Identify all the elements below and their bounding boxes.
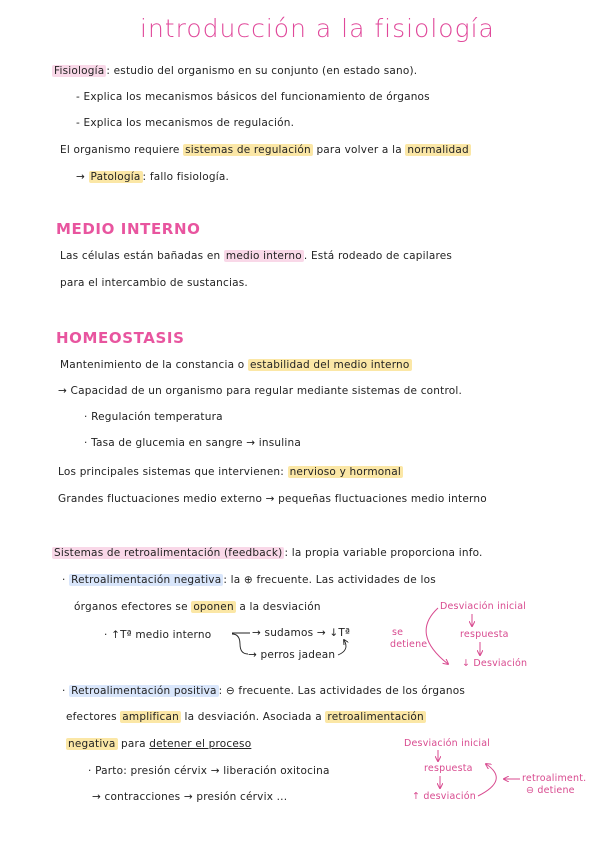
neg-diagram-top: Desviación inicial (440, 601, 527, 612)
arrow-icon: → (76, 171, 85, 183)
positive-feedback-line-1: · Retroalimentación positiva : ⊖ frecuente. Las actividades de los órganos (62, 685, 465, 697)
pos-diagram-side-1: retroaliment. (522, 773, 587, 784)
pos-diagram-mid: respuesta (424, 763, 473, 774)
homeo-line3-highlight: nervioso y hormonal (289, 466, 402, 478)
homeo-line1-a: Mantenimiento de la constancia o (60, 359, 245, 371)
fisiologia-term: Fisiología (54, 65, 105, 77)
positive-example-2: → contracciones → presión cérvix ... (92, 791, 288, 803)
patologia-term: Patología (90, 171, 141, 183)
positive-feedback-label: Retroalimentación positiva (71, 685, 217, 697)
medio-line1-a: Las células están bañadas en (60, 250, 221, 262)
page-title: introducción a la fisiología (140, 14, 495, 43)
neg-example-branch-arrow (232, 634, 248, 654)
negative-feedback-label: Retroalimentación negativa (71, 574, 222, 586)
homeostasis-line-2: → Capacidad de un organismo para regular mediante sistemas de control. (58, 385, 463, 397)
homeostasis-sub-2: · Tasa de glucemia en sangre → insulina (84, 437, 301, 449)
negative-feedback-line-1: · Retroalimentación negativa : la ⊕ frecuente. Las actividades de los (62, 574, 436, 586)
pos-diagram-side-2: ⊖ detiene (526, 785, 575, 796)
medio-interno-line-2: para el intercambio de sustancias. (60, 277, 248, 289)
neg-diagram-side-2: detiene (390, 639, 428, 650)
pos-arrow-loop (478, 764, 496, 796)
neg-arrow-loop (426, 608, 448, 664)
neg-diagram-side-1: se (392, 627, 404, 638)
pos-line3-underlined: detener el proceso (149, 738, 252, 750)
requiere-highlight-1: sistemas de regulación (185, 144, 311, 156)
intro-bullet-2: - Explica los mecanismos de regulación. (76, 117, 295, 129)
neg-line2-highlight: oponen (193, 601, 234, 613)
negative-example-branch-1: → sudamos → ↓Tª (252, 627, 351, 639)
fisiologia-def: : estudio del organismo en su conjunto (en estado sano). (106, 65, 418, 77)
homeo-line3-a: Los principales sistemas que intervienen: (58, 466, 285, 478)
neg-diagram-mid: respuesta (460, 629, 509, 640)
intro-bullet-1: - Explica los mecanismos básicos del funcionamiento de órganos (76, 91, 430, 103)
requiere-text-b: para volver a la (316, 144, 402, 156)
feedback-highlight: Sistemas de retroalimentación (feedback) (54, 547, 283, 559)
positive-example-1: · Parto: presión cérvix → liberación oxitocina (88, 765, 330, 777)
heading-medio-interno: MEDIO INTERNO (56, 220, 201, 238)
neg-line2-b: a la desviación (239, 601, 321, 613)
homeostasis-line-4: Grandes fluctuaciones medio externo → pequeñas fluctuaciones medio interno (58, 493, 487, 505)
pos-line2-b: la desviación. Asociada a (184, 711, 322, 723)
patologia-def: : fallo fisiología. (142, 171, 230, 183)
homeostasis-sub-1: · Regulación temperatura (84, 411, 223, 423)
positive-feedback-desc: : ⊖ frecuente. Las actividades de los órganos (218, 685, 465, 697)
medio-line1-highlight: medio interno (225, 250, 302, 262)
pos-diagram-top: Desviación inicial (404, 738, 491, 749)
pos-line3-highlight: negativa (68, 738, 116, 750)
pos-line2-a: efectores (66, 711, 117, 723)
heading-homeostasis: HOMEOSTASIS (56, 329, 185, 347)
requiere-text-a: El organismo requiere (60, 144, 180, 156)
feedback-intro-b: : la propia variable proporciona info. (284, 547, 483, 559)
medio-line1-b: . Está rodeado de capilares (303, 250, 453, 262)
pos-line3-b: para (121, 738, 146, 750)
neg-line2-a: órganos efectores se (74, 601, 188, 613)
negative-example-start: · ↑Tª medio interno (104, 629, 212, 641)
neg-diagram-bottom: ↓ Desviación (462, 658, 528, 669)
pos-line2-highlight-2: retroalimentación (327, 711, 424, 723)
requiere-highlight-2: normalidad (407, 144, 469, 156)
pos-diagram-bottom: ↑ desviación (412, 791, 476, 802)
pos-line2-highlight-1: amplifican (122, 711, 179, 723)
negative-feedback-desc: : la ⊕ frecuente. Las actividades de los (223, 574, 436, 586)
neg-example-tail (338, 640, 346, 655)
negative-example-branch-2: → perros jadean (248, 649, 336, 661)
homeo-line1-highlight: estabilidad del medio interno (249, 359, 410, 371)
